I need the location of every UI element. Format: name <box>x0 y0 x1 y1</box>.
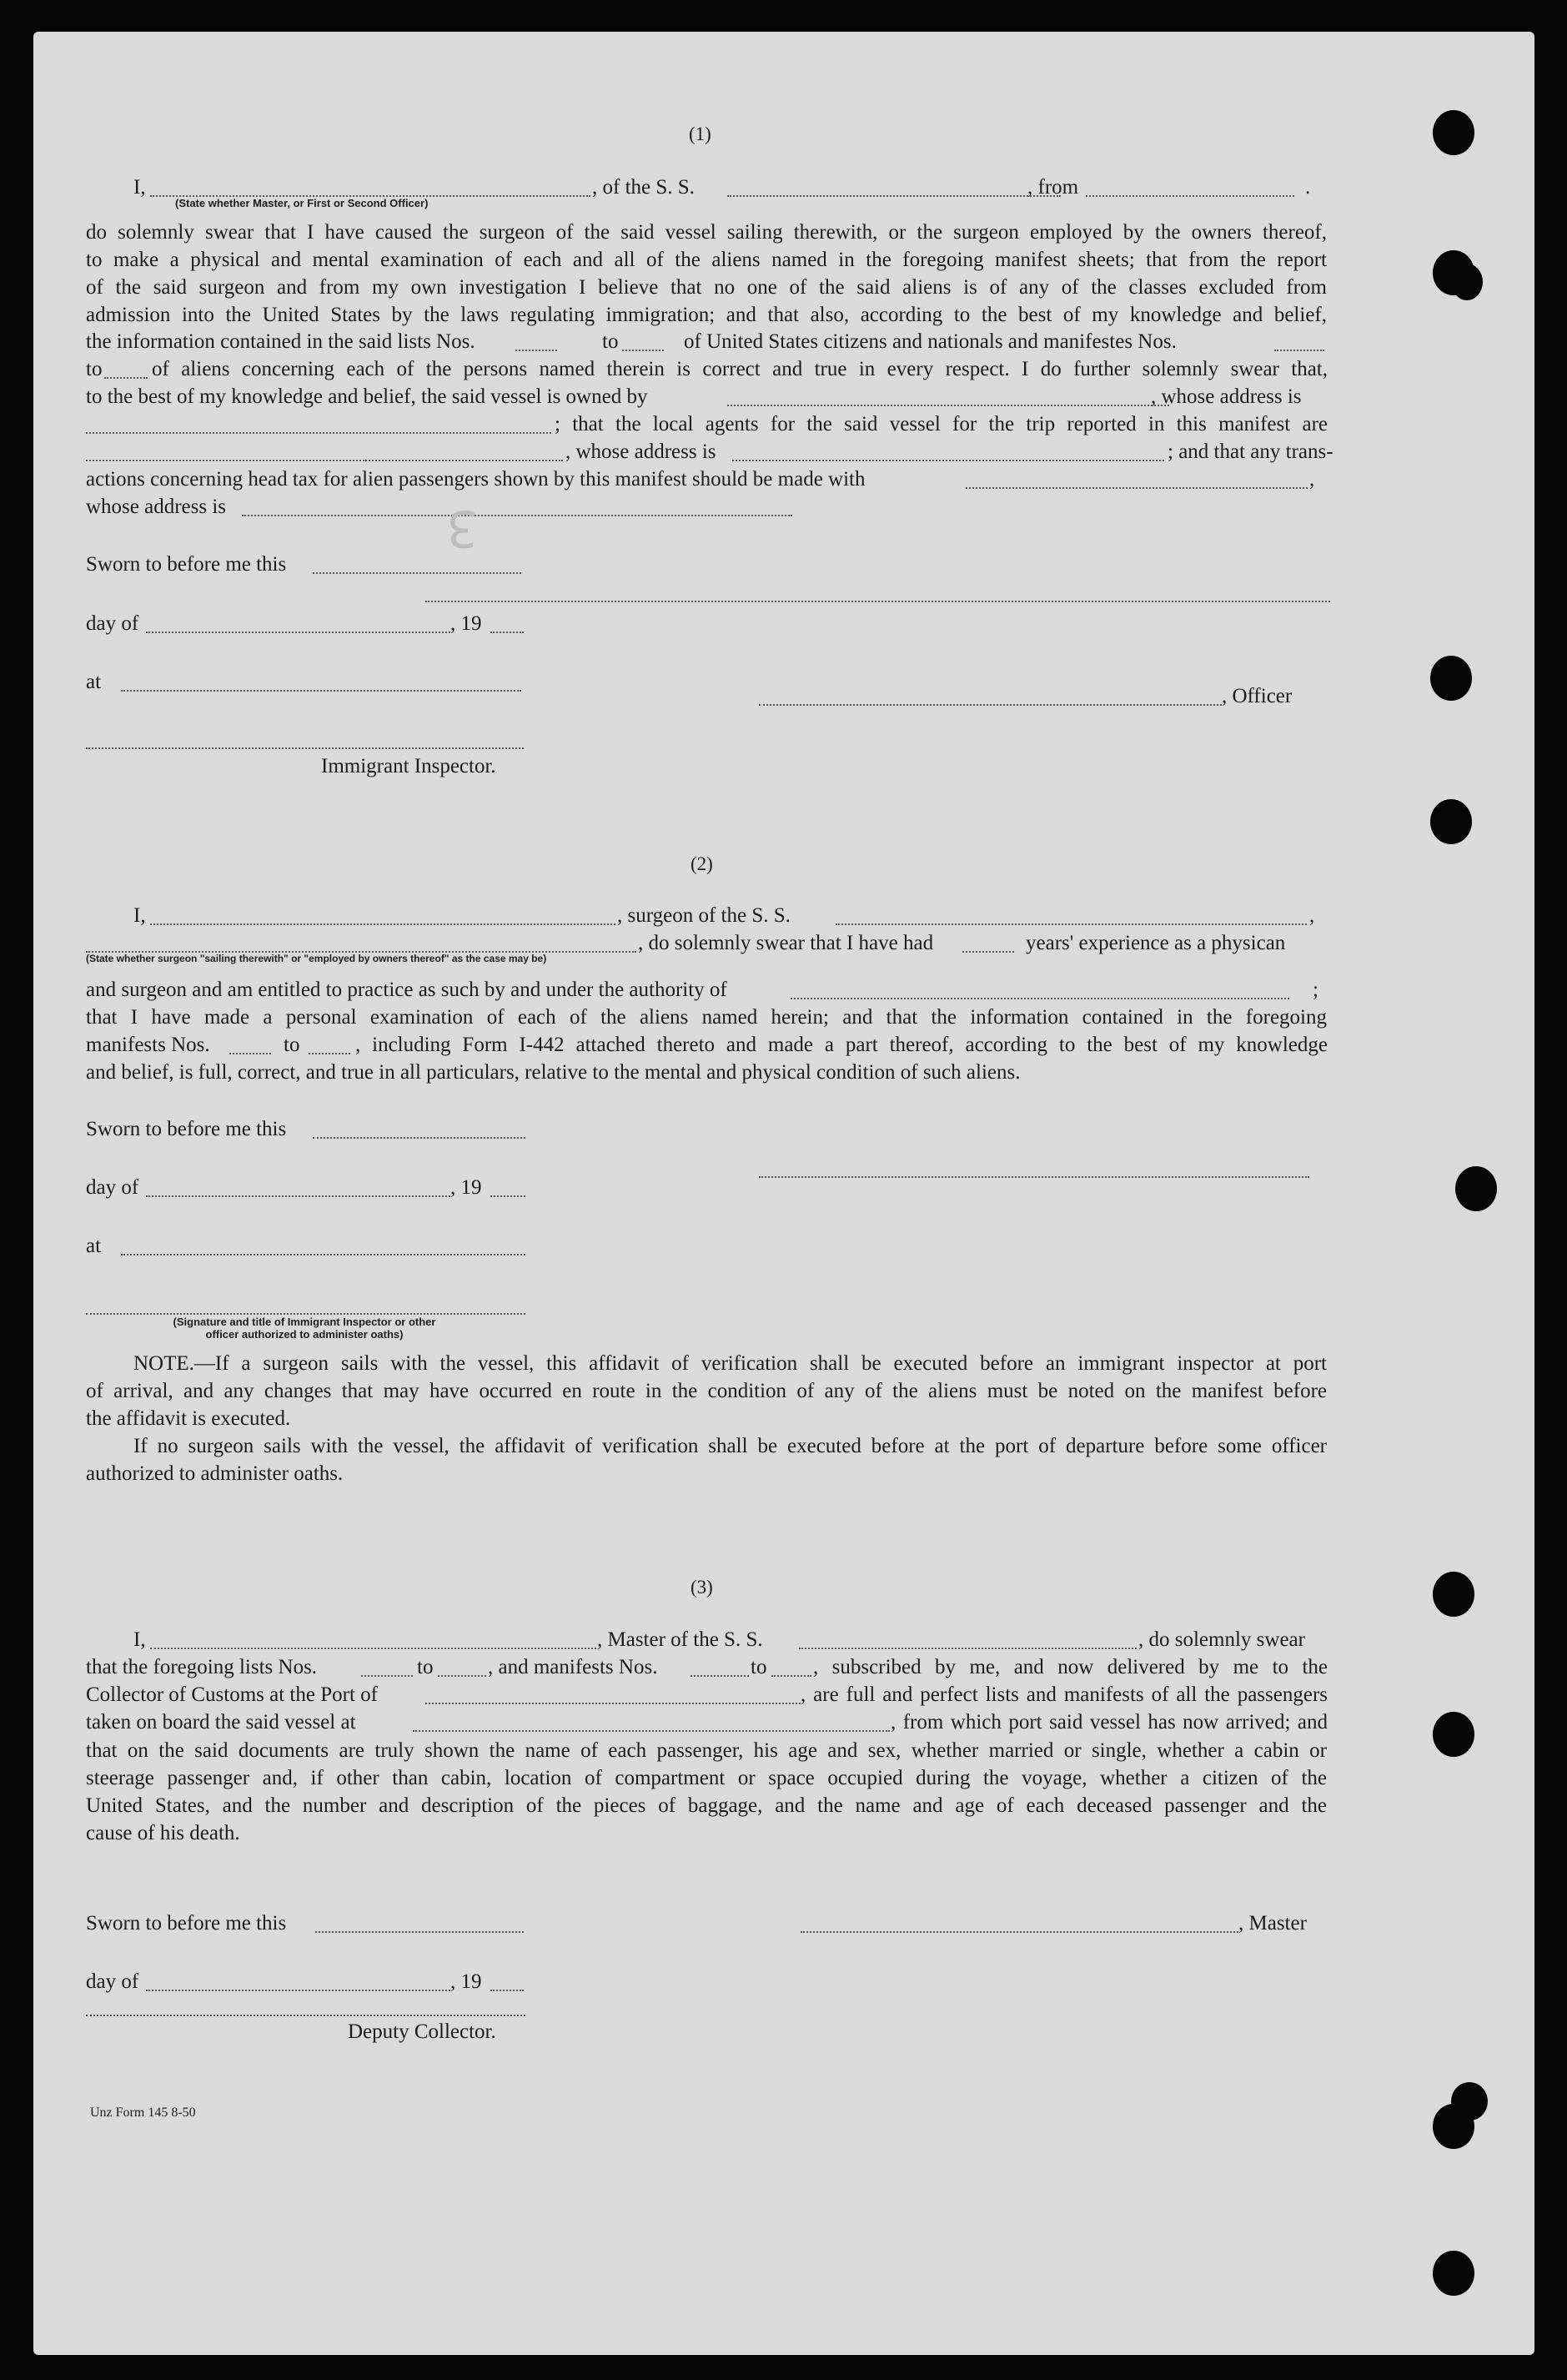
s2-manifests-to-field[interactable] <box>309 1053 350 1054</box>
s3-year-label: , 19 <box>450 1970 482 1993</box>
s3-body-line: that on the said documents are truly shown the name of each passenger, his age and sex, whether married or single, whether a cabin or <box>86 1739 1327 1762</box>
s1-aliens-line: of aliens concerning each of the persons named therein is correct and true in every respect. I do further solemnly swear that, <box>152 358 1328 380</box>
s1-agents-field[interactable] <box>86 460 361 461</box>
s2-authority-field[interactable] <box>791 998 1289 999</box>
s1-head-tax-label: actions concerning head tax for alien passengers shown by this manifest should be made with <box>86 468 866 491</box>
s1-agents-label: ; that the local agents for the said vessel for the trip reported in this manifest are <box>555 413 1328 435</box>
s2-surgeon-name-field[interactable] <box>150 923 615 925</box>
s3-port-field[interactable] <box>425 1703 801 1704</box>
s2-line1-end: , <box>1309 904 1315 927</box>
s2-surgeon-of-label: , surgeon of the S. S. <box>617 904 791 927</box>
s3-dayof-label: day of <box>86 1970 139 1993</box>
s2-year-label: , 19 <box>450 1176 482 1199</box>
punch-hole <box>1430 656 1472 701</box>
s1-body-line: do solemnly swear that I have caused the surgeon of the said vessel sailing therewith, or the surgeon employed by the owners thereof, <box>86 221 1327 244</box>
s3-taken-on-label: taken on board the said vessel at <box>86 1711 356 1733</box>
s1-owner-address-field[interactable] <box>86 432 551 434</box>
s1-head-tax-end: , <box>1309 468 1315 491</box>
section-1-number: (1) <box>689 123 711 144</box>
s3-lists-nos-label: that the foregoing lists Nos. <box>86 1656 318 1678</box>
s1-ship-name-field[interactable] <box>727 195 1061 197</box>
section-2-number: (2) <box>691 853 713 874</box>
s1-lists-to-field[interactable] <box>622 350 664 351</box>
s1-dayof-label: day of <box>86 612 139 635</box>
s3-lists-from-field[interactable] <box>361 1675 413 1677</box>
s1-sworn-field[interactable] <box>313 572 521 574</box>
s1-whose-address-label: whose address is <box>86 496 227 518</box>
s2-authority-end: ; <box>1313 979 1318 1001</box>
s2-note-line: the affidavit is executed. <box>86 1407 291 1430</box>
s1-officer-caption: (State whether Master, or First or Second Officer) <box>175 197 429 209</box>
s1-body-paragraph <box>86 219 1327 329</box>
s2-including-line: , including Form I-442 attached thereto and made a part thereof, according to the best of my knowledge <box>355 1034 1328 1056</box>
s1-of-ss-label: , of the S. S. <box>592 176 695 199</box>
s3-swear-label: , do solemnly swear <box>1138 1628 1305 1651</box>
s3-body-line: United States, and the number and description of the pieces of baggage, and the name and age of each deceased passenger and the <box>86 1794 1327 1817</box>
s1-agents-address-field[interactable] <box>732 460 1164 461</box>
s3-master-label: , Master <box>1238 1912 1307 1935</box>
punch-hole <box>1433 1712 1474 1757</box>
s1-transactions-label: ; and that any trans- <box>1168 440 1333 463</box>
s2-note-line: If no surgeon sails with the vessel, the affidavit of verification shall be executed before at the port of departure before some officer <box>133 1435 1327 1457</box>
s3-manifests-to-label: to <box>751 1656 767 1678</box>
s2-at-field[interactable] <box>121 1254 525 1255</box>
s3-body-paragraph <box>86 1737 1327 1847</box>
s3-body-line: steerage passenger and, if other than cabin, location of compartment or space occupied during the voyage, whether a citizen of the <box>86 1767 1327 1789</box>
s2-belief-line: and belief, is full, correct, and true in all particulars, relative to the mental and physical condition of such aliens. <box>86 1061 1021 1084</box>
s1-body-line: of the said surgeon and from my own investigation I believe that no one of the said aliens is of any of the classes excluded from <box>86 276 1327 299</box>
s1-manifests-to-field[interactable] <box>104 377 148 379</box>
s2-sworn-field[interactable] <box>313 1137 525 1139</box>
s1-head-tax-address-field[interactable] <box>242 515 792 516</box>
s1-manifests-from-field[interactable] <box>1274 350 1324 351</box>
s2-examination-line: that I have made a personal examination of each of the aliens named herein; and that the information contained in the foregoing <box>86 1006 1327 1029</box>
s3-year-field[interactable] <box>490 1990 524 1991</box>
s2-note-line: NOTE.—If a surgeon sails with the vessel, this affidavit of verification shall be executed before an immigrant inspector at port <box>133 1352 1327 1375</box>
s1-body-line: to make a physical and mental examination of each and all of the aliens named in the foregoing manifest sheets; that from the report <box>86 249 1327 271</box>
s3-lists-to-field[interactable] <box>438 1675 486 1677</box>
punch-hole <box>1433 1572 1474 1617</box>
s2-surgeon-signature-field[interactable] <box>759 1176 1309 1178</box>
s3-lists-to-label: to <box>417 1656 434 1678</box>
s3-manifests-from-field[interactable] <box>691 1675 749 1677</box>
punch-hole <box>1433 110 1474 155</box>
s2-manifests-from-field[interactable] <box>229 1053 271 1054</box>
s3-departure-port-field[interactable] <box>413 1730 890 1732</box>
s1-inspector-label: Immigrant Inspector. <box>321 755 496 777</box>
s1-to-label: to <box>86 358 103 380</box>
punch-hole <box>1433 2104 1474 2149</box>
s2-ship-name-field[interactable] <box>836 923 1307 925</box>
s3-manifests-to-field[interactable] <box>771 1675 811 1677</box>
s3-day-field[interactable] <box>146 1990 450 1991</box>
s1-from-field[interactable] <box>1086 195 1294 197</box>
s2-i-label: I, <box>133 904 146 927</box>
s2-dayof-label: day of <box>86 1176 139 1199</box>
s2-inspector-signature-field[interactable] <box>86 1313 525 1315</box>
s2-surgeon-caption: (State whether surgeon "sailing therewith" or "employed by owners thereof" as the case may be) <box>86 953 547 964</box>
s3-deputy-signature-field[interactable] <box>86 2015 525 2016</box>
s1-body-line: admission into the United States by the laws regulating immigration; and that also, according to the best of my knowledge and belief, <box>86 304 1327 326</box>
s3-master-of-label: , Master of the S. S. <box>597 1628 763 1651</box>
s1-signature-line[interactable] <box>425 601 1330 602</box>
s3-master-name-field[interactable] <box>150 1648 596 1649</box>
s1-i-label: I, <box>133 176 146 199</box>
s3-full-lists-label: , are full and perfect lists and manifests of all the passengers <box>801 1683 1328 1706</box>
punch-hole <box>1433 2251 1474 2296</box>
s1-owner-address-label: , whose address is <box>1151 385 1302 408</box>
s3-sworn-label: Sworn to before me this <box>86 1912 287 1935</box>
form-page <box>33 32 1534 2355</box>
s2-note-paragraph <box>86 1350 1327 1487</box>
s1-officer-label: , Officer <box>1222 685 1293 707</box>
s1-head-tax-agent-field[interactable] <box>966 487 1308 489</box>
form-number: Unz Form 145 8-50 <box>90 2106 196 2120</box>
s1-agents-field-2[interactable] <box>363 460 563 461</box>
s1-at-field[interactable] <box>121 690 521 692</box>
s3-ship-name-field[interactable] <box>799 1648 1137 1649</box>
section-3-number: (3) <box>691 1577 713 1598</box>
s3-deputy-label: Deputy Collector. <box>348 2020 496 2043</box>
s3-sworn-field[interactable] <box>315 1931 524 1933</box>
s3-collector-label: Collector of Customs at the Port of <box>86 1683 378 1706</box>
s1-day-field[interactable] <box>146 631 450 633</box>
s2-at-label: at <box>86 1235 102 1257</box>
punch-hole <box>1430 799 1472 844</box>
s2-sworn-label: Sworn to before me this <box>86 1118 287 1140</box>
s2-inspector-caption-line: officer authorized to administer oaths) <box>205 1328 404 1341</box>
s2-note-line: authorized to administer oaths. <box>86 1462 344 1485</box>
s2-to-label: to <box>284 1034 300 1056</box>
s2-day-field[interactable] <box>146 1195 450 1197</box>
punch-hole <box>1455 1166 1497 1211</box>
s1-at-label: at <box>86 671 102 693</box>
faint-stamp: 3 <box>446 499 479 557</box>
s1-from-label: , from <box>1027 176 1079 199</box>
s1-year-label: , 19 <box>450 612 482 635</box>
s1-line1-end: . <box>1305 176 1311 199</box>
s3-arrived-label: , from which port said vessel has now arrived; and <box>891 1711 1328 1733</box>
s2-authority-label: and surgeon and am entitled to practice as such by and under the authority of <box>86 979 727 1001</box>
s2-year-field[interactable] <box>490 1195 525 1197</box>
s3-body-line: cause of his death. <box>86 1822 240 1844</box>
s1-owner-field[interactable] <box>727 405 1169 406</box>
s1-lists-from-field[interactable] <box>515 350 557 351</box>
s2-inspector-caption-line: (Signature and title of Immigrant Inspector or other <box>173 1316 436 1328</box>
s1-year-field[interactable] <box>490 631 524 633</box>
s2-years-field[interactable] <box>962 951 1014 953</box>
s1-lists-nos-label: the information contained in the said lists Nos. <box>86 330 475 353</box>
s2-swear-label: , do solemnly swear that I have had <box>638 932 934 954</box>
s3-manifests-nos-label: , and manifests Nos. <box>488 1656 658 1678</box>
s1-agents-address-label: , whose address is <box>565 440 716 463</box>
s2-inspector-caption <box>117 1316 492 1341</box>
s1-officer-signature-field[interactable] <box>759 704 1222 706</box>
s3-subscribed-label: , subscribed by me, and now delivered by me to the <box>813 1656 1328 1678</box>
s2-note-line: of arrival, and any changes that may have occurred en route in the condition of any of the aliens must be noted on the manifest before <box>86 1380 1327 1402</box>
s1-sworn-label: Sworn to before me this <box>86 553 287 576</box>
s1-lists-to-label: to <box>602 330 619 353</box>
s2-experience-label: years' experience as a physican <box>1026 932 1286 954</box>
s2-manifests-nos-label: manifests Nos. <box>86 1034 210 1056</box>
punch-hole <box>1451 264 1483 300</box>
s3-i-label: I, <box>133 1628 146 1651</box>
s1-owned-by-label: to the best of my knowledge and belief, the said vessel is owned by <box>86 385 648 408</box>
s3-master-signature-field[interactable] <box>801 1931 1238 1933</box>
s1-inspector-field[interactable] <box>86 747 524 749</box>
s1-citizens-label: of United States citizens and nationals and manifestes Nos. <box>684 330 1177 353</box>
